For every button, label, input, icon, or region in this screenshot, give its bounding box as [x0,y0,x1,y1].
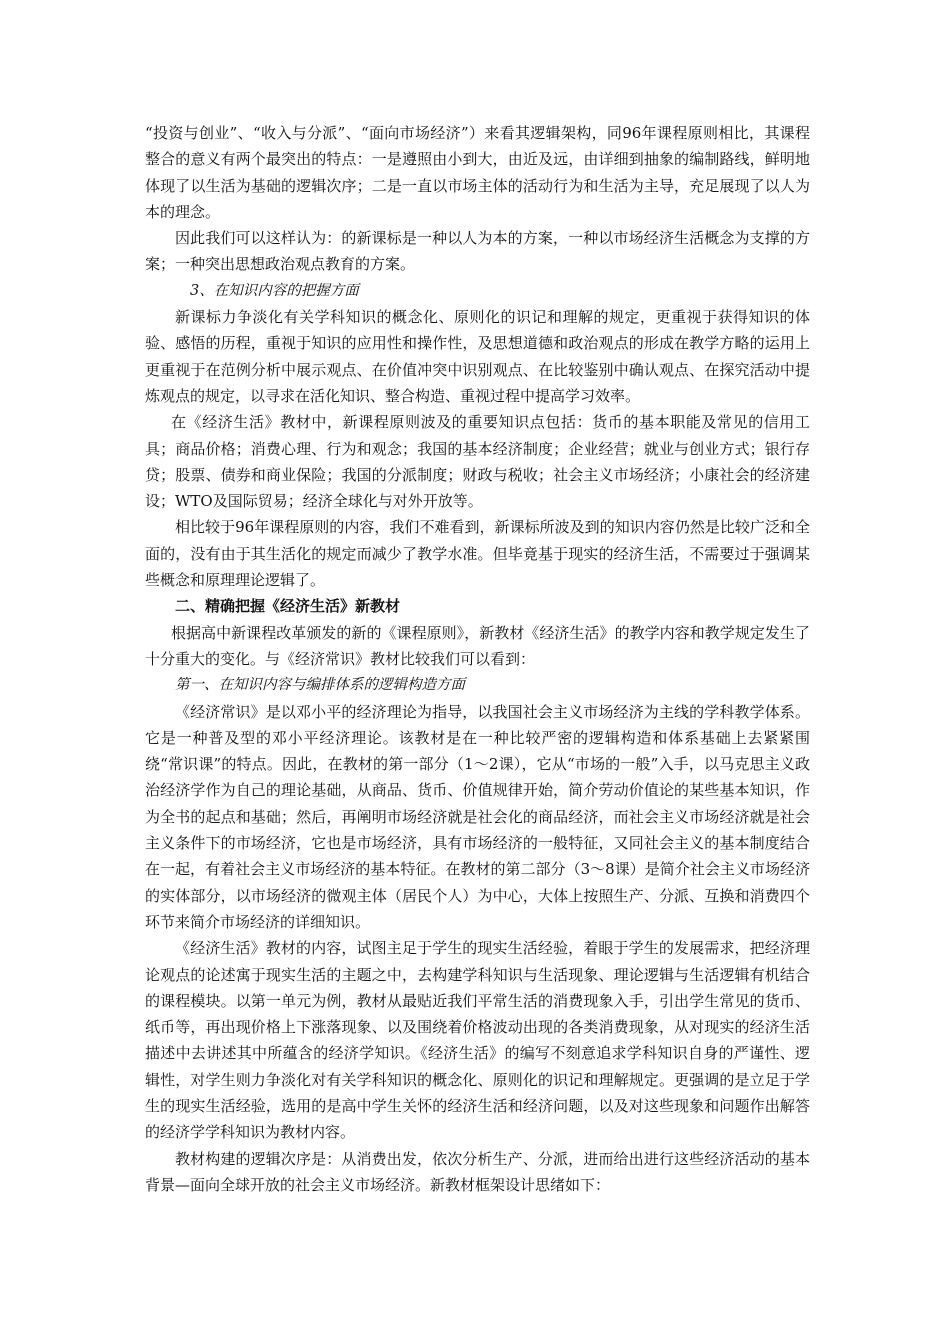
document-page [145,120,810,1198]
paragraph-knowledge-points: 在《经济生活》教材中，新课程原则波及的重要知识点包括：货币的基本职能及常见的信用工具；商品价格；消费心理、行为和观念；我国的基本经济制度；企业经营；就业与创业方式；银行存贷；股票、债券和商业保险；我国的分派制度；财政与税收；社会主义市场经济；小康社会的经济建设；WTO及国际贸易；经济全球化与对外开放等。 [145,413,810,511]
paragraph-logic-order: 教材构建的逻辑次序是：从消费出发，依次分析生产、分派，进而给出进行这些经济活动的基本背景—面向全球开放的社会主义市场经济。新教材框架设计思绪如下： [145,1149,810,1194]
subheading-knowledge-content: 3、在知识内容的把握方面 [190,282,359,299]
paragraph-economic-life: 《经济生活》教材的内容，试图主足于学生的现实生活经验，着眼于学生的发展需求，把经济理论观点的论述寓于现实生活的主题之中，去构建学科知识与生活现象、理论逻辑与生活逻辑有机结合的课程模块。以第一单元为例，教材从最贴近我们平常生活的消费现象入手，引出学生常见的货币、纸币等，再出现价格上下涨落现象、以及围绕着价格波动出现的各类消费现象，从对现实的经济生活描述中去讲述其中所蕴含的经济学知识。《经济生活》的编写不刻意追求学科知识自身的严谨性、逻辑性，对学生则力争淡化对有关学科知识的概念化、原则化的识记和理解规定。更强调的是立足于学生的现实生活经验，选用的是高中学生关怀的经济生活和经济问题，以及对这些现象和问题作出解答的经济学学科知识为教材内容。 [145,939,810,1142]
paragraph-economic-common-sense: 《经济常识》是以邓小平的经济理论为指导，以我国社会主义市场经济为主线的学科教学体系。它是一种普及型的邓小平经济理论。该教材是在一种比较严密的逻辑构造和体系基础上去紧紧围绕“常识课”的特点。因此，在教材的第一部分（1～2课），它从“市场的一般”入手，以马克思主义政治经济学作为自己的理论基础，从商品、货币、价值规律开始，简介劳动价值论的某些基本知识，作为全书的起点和基础；然后，再阐明市场经济就是社会化的商品经济，而社会主义市场经济就是社会主义条件下的市场经济，它也是市场经济，具有市场经济的一般特征，又同社会主义的基本制度结合在一起，有着社会主义市场经济的基本特征。在教材的第二部分（3～8课）是简介社会主义市场经济的实体部分，以市场经济的微观主体（居民个人）为中心，大体上按照生产、分派、互换和消费四个环节来简介市场经济的详细知识。 [145,702,810,931]
subheading-first-logic: 第一、在知识内容与编排体系的逻辑构造方面 [175,677,465,694]
paragraph-conclusion: 因此我们可以这样认为：的新课标是一种以人为本的方案，一种以市场经济生活概念为支撑的方案；一种突出思想政治观点教育的方案。 [145,229,810,274]
paragraph-new-standard: 新课标力争淡化有关学科知识的概念化、原则化的识记和理解的规定，更重视于获得知识的体验、感悟的历程，重视于知识的应用性和操作性，及思想道德和政治观点的形成在教学方略的运用上更重视于在范例分析中展示观点、在价值冲突中识别观点、在比较鉴别中确认观点、在探究活动中提炼观点的规定，以寻求在活化知识、整合构造、重视过程中提高学习效率。 [145,308,810,405]
paragraph-comparison: 相比较于96年课程原则的内容，我们不难看到，新课标所波及到的知识内容仍然是比较广泛和全面的，没有由于其生活化的规定而减少了教学水准。但毕竟基于现实的经济生活，不需要过于强调某些概念和原理理论逻辑了。 [145,518,810,590]
paragraph-curriculum-reform: 根据高中新课程改革颁发的新的《课程原则》，新教材《经济生活》的教学内容和教学规定发生了十分重大的变化。与《经济常识》教材比较我们可以看到： [145,623,810,668]
section-heading-new-textbook: 二、精确把握《经济生活》新教材 [175,597,401,616]
paragraph-curriculum-structure: “投资与创业”、“收入与分派”、“面向市场经济”）来看其逻辑架构，同96年课程原则相比，其课程整合的意义有两个最突出的特点：一是遵照由小到大，由近及远，由详细到抽象的编制路线，鲜明地体现了以生活为基础的逻辑次序；二是一直以市场主体的活动行为和生活为主导，充足展现了以人为本的理念。 [145,124,810,221]
